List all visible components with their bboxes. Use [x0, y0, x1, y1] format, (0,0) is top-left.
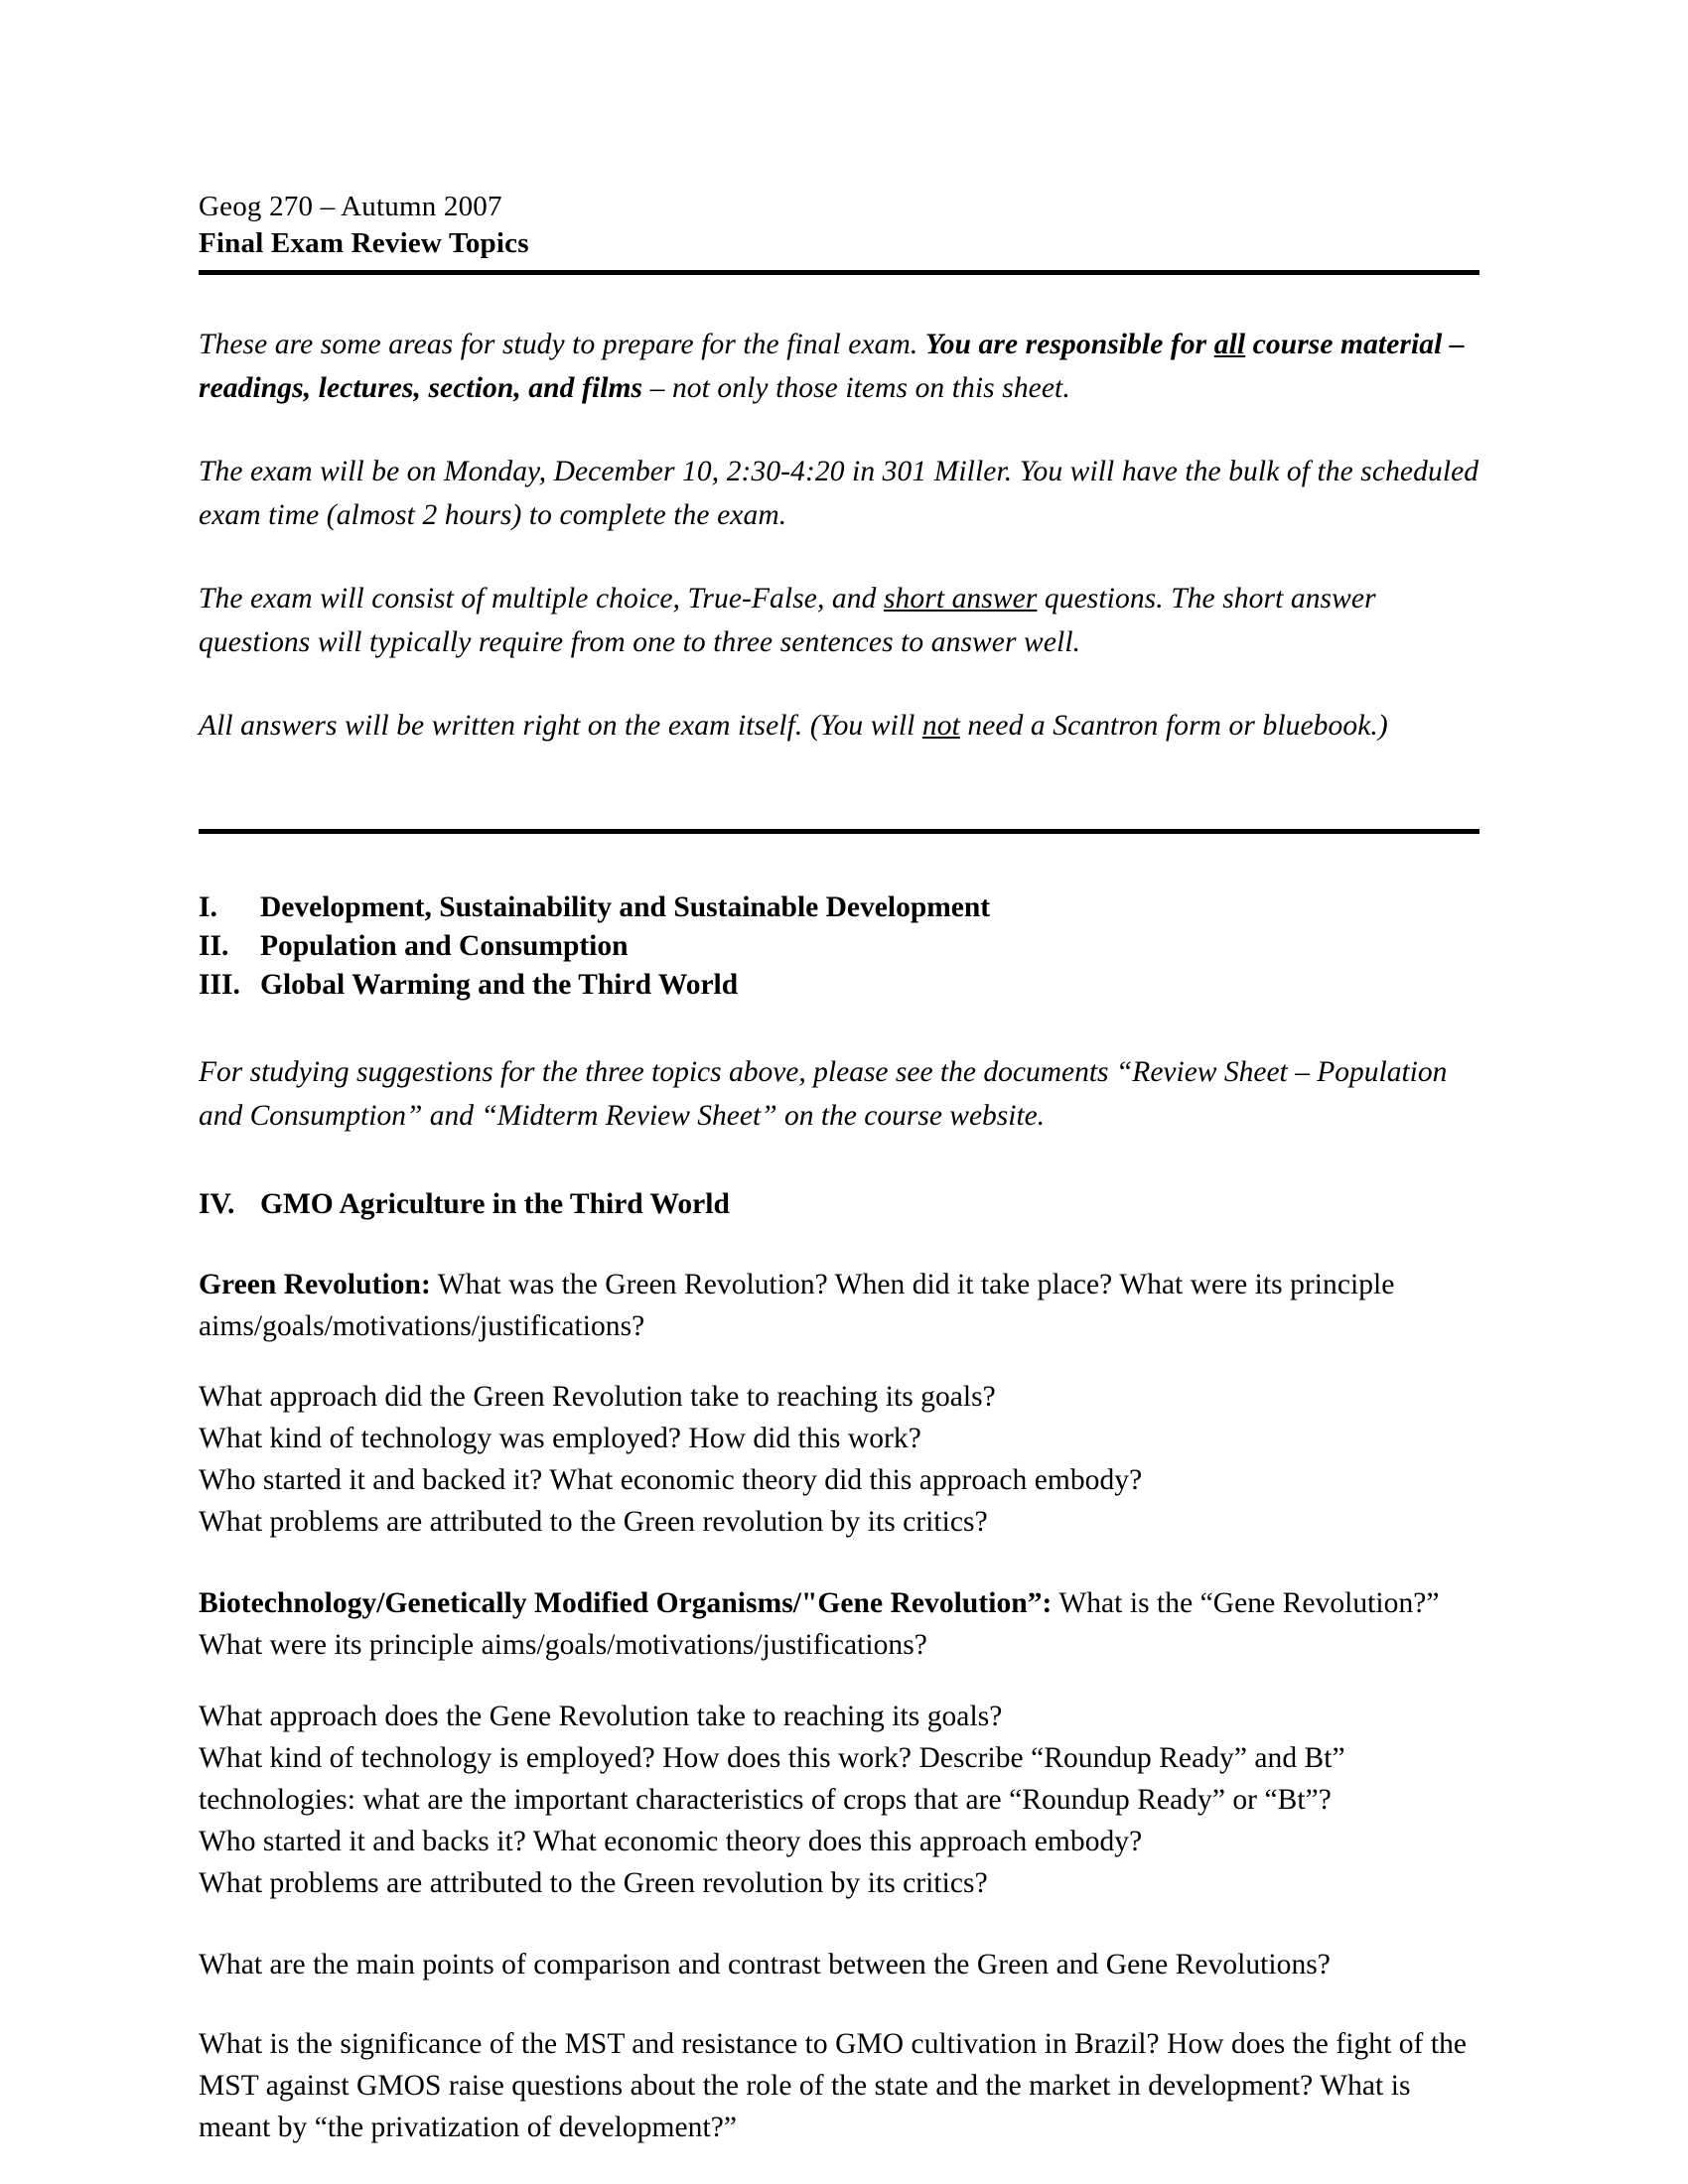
course-line: Geog 270 – Autumn 2007 [199, 191, 502, 222]
intro-p3-underline: short answer [883, 583, 1038, 614]
intro-paragraph-3 [199, 577, 1479, 664]
gene-revolution-question-4: What problems are attributed to the Green revolution by its critics? [199, 1866, 988, 1899]
gene-revolution-question-1: What approach does the Gene Revolution take to reaching its goals? [199, 1700, 1003, 1732]
topic-list [199, 888, 1479, 1005]
green-revolution-lead [199, 1264, 1479, 1347]
intro-paragraph-1 [199, 323, 1479, 410]
topic-numeral: I. [199, 890, 217, 923]
topic-numeral: II. [199, 929, 229, 962]
gene-revolution-lead-text: What is the “Gene Revolution?” What were its principle aims/goals/motivations/justifications? [199, 1587, 1440, 1661]
topic-label: Development, Sustainability and Sustainable Development [260, 890, 991, 923]
gene-revolution-question-3: Who started it and backs it? What economic theory does this approach embody? [199, 1825, 1143, 1857]
green-revolution-term: Green Revolution: [199, 1268, 431, 1300]
header-block [199, 189, 1479, 262]
section-iv-heading [199, 1185, 1479, 1224]
intro-p4-underline: not [921, 710, 960, 742]
gene-revolution-lead [199, 1582, 1479, 1666]
page-title: Final Exam Review Topics [199, 227, 529, 259]
gene-revolution-term: Biotechnology/Genetically Modified Organisms/"Gene Revolution”: [199, 1587, 1053, 1619]
comparison-question: What are the main points of comparison and contrast between the Green and Gene Revolutions? [199, 1948, 1331, 1980]
intro-p3-part-b: questions. The short answer questions will typically require from one to three sentences to answer well. [199, 583, 1376, 658]
intro-p3-part-a: The exam will consist of multiple choice, True-False, and [199, 583, 884, 614]
document-content [199, 189, 1479, 2177]
green-revolution-question-2: What kind of technology was employed? How did this work? [199, 1423, 921, 1454]
intro-p1-underline: all [1213, 329, 1246, 360]
section-iv-numeral: IV. [199, 1187, 235, 1220]
mst-question: What is the significance of the MST and resistance to GMO cultivation in Brazil? How does the fight of the MST against GMOS raise questions about the role of the state and the market in development? What is meant by “the privatization of development?” [199, 2027, 1468, 2143]
intro-paragraph-2: The exam will be on Monday, December 10, 2:30-4:20 in 301 Miller. You will have the bulk of the scheduled exam time (almost 2 hours) to complete the exam. [199, 456, 1479, 531]
intro-p1-bold-b: course material – readings, lectures, section, and films [199, 329, 1465, 404]
topic-item-2 [199, 927, 1479, 966]
section-iv-label: GMO Agriculture in the Third World [260, 1187, 730, 1220]
section-divider [199, 829, 1479, 834]
green-revolution-question-1: What approach did the Green Revolution take to reaching its goals? [199, 1381, 996, 1413]
topic-label: Global Warming and the Third World [260, 968, 739, 1001]
intro-p1-part-a: These are some areas for study to prepare for the final exam. [199, 329, 925, 360]
topic-item-1 [199, 888, 1479, 927]
intro-paragraph-4 [199, 704, 1479, 748]
spacer [199, 777, 1479, 829]
topic-label: Population and Consumption [260, 929, 629, 962]
intro-p4-part-b: need a Scantron form or bluebook.) [959, 710, 1388, 742]
intro-p1-part-b: – not only those items on this sheet. [642, 372, 1070, 404]
green-revolution-question-3: Who started it and backed it? What economic theory did this approach embody? [199, 1464, 1143, 1496]
gene-revolution-question-2: What kind of technology is employed? How does this work? Describe “Roundup Ready” and Bt” technologies: what are the important characteristics of crops that are “Roundup Ready” or “Bt”? [199, 1741, 1345, 1816]
green-revolution-question-4: What problems are attributed to the Green revolution by its critics? [199, 1506, 988, 1538]
studying-suggestions-note: For studying suggestions for the three topics above, please see the documents “Review Sheet – Population and Consumption” and “Midterm Review Sheet” on the course website. [199, 1055, 1448, 1132]
topic-numeral: III. [199, 968, 240, 1001]
green-revolution-lead-text: What was the Green Revolution? When did it take place? What were its principle aims/goals/motivations/justifications? [199, 1268, 1395, 1342]
header-divider [199, 270, 1479, 275]
intro-p1-bold-a: You are responsible for [924, 329, 1214, 360]
intro-p4-part-a: All answers will be written right on the exam itself. (You will [199, 710, 922, 742]
topic-item-3 [199, 966, 1479, 1005]
